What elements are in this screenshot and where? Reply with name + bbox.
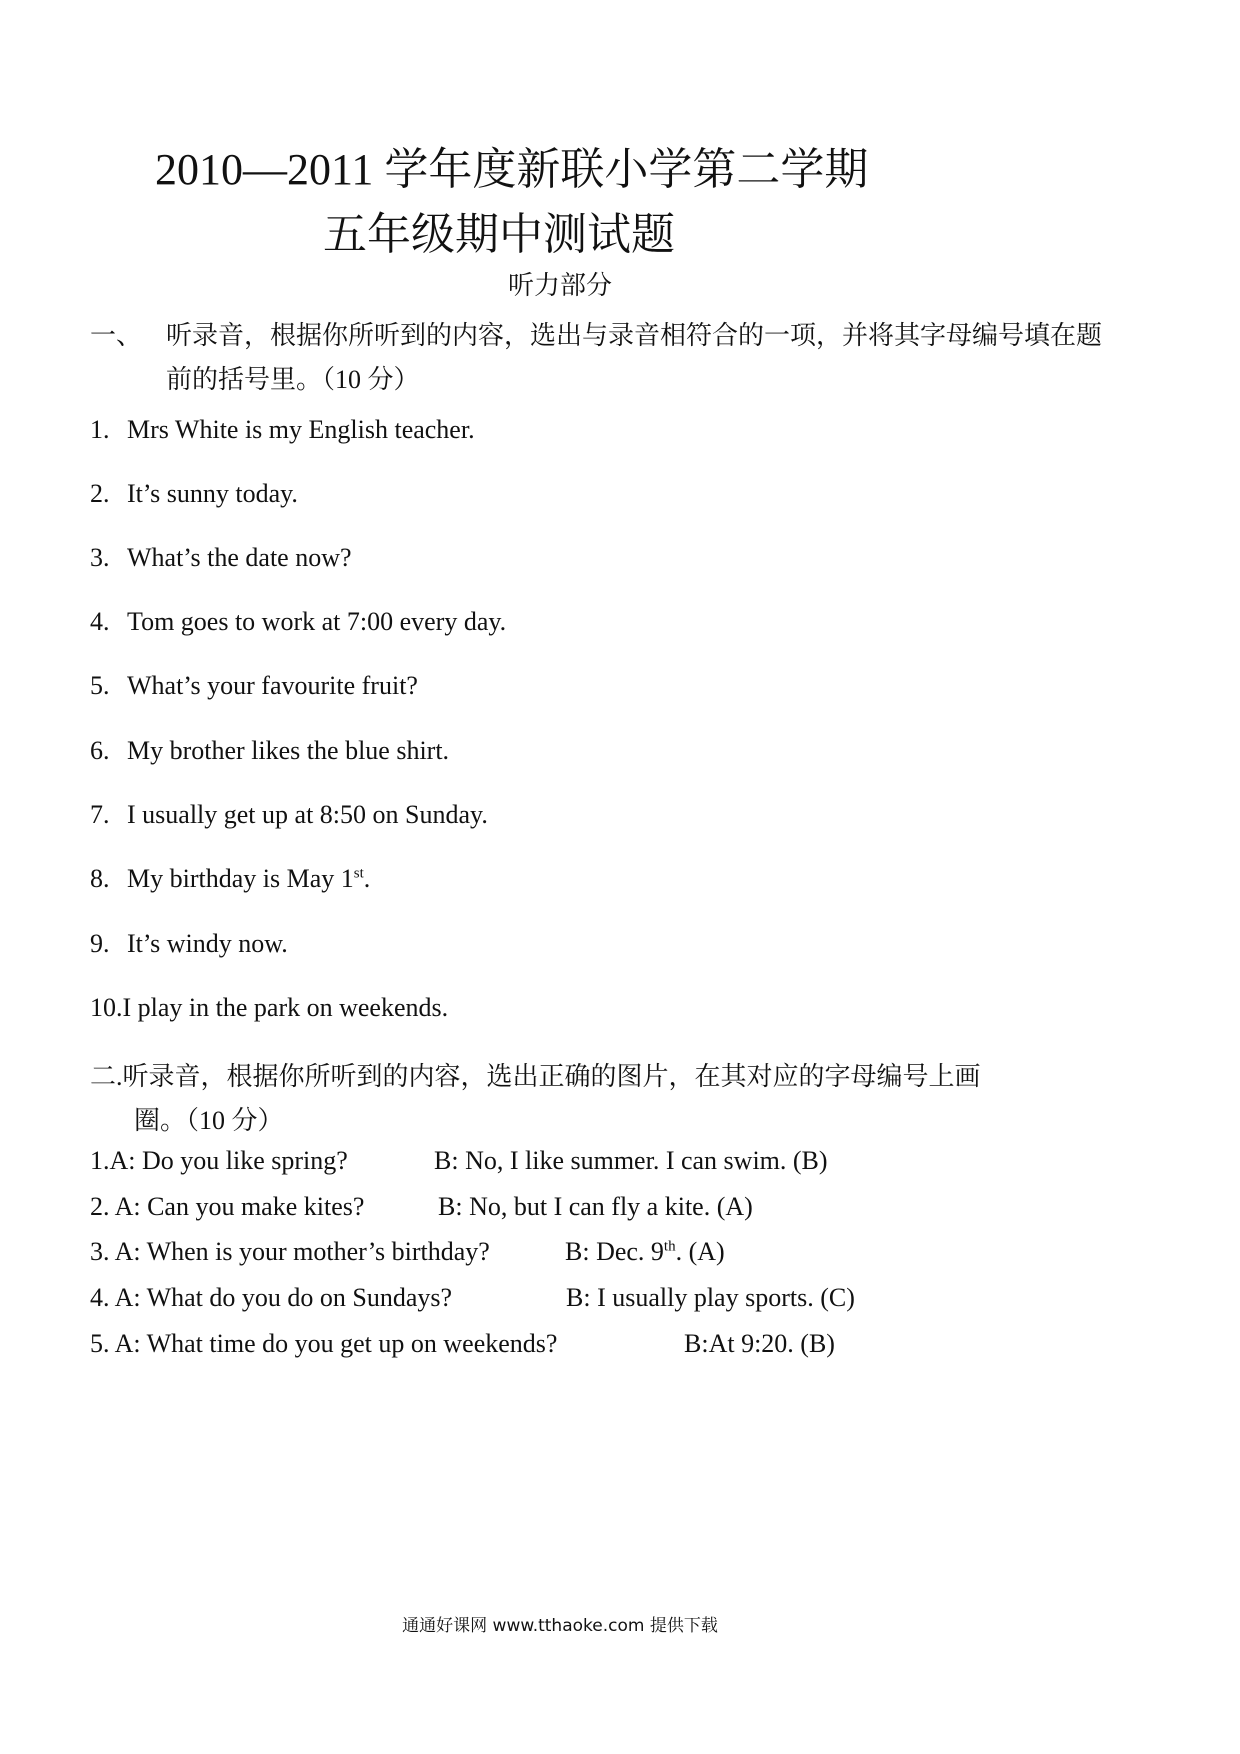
item-text: I usually get up at 8:50 on Sunday.: [127, 800, 488, 829]
section-heading-listening: 听力部分: [507, 271, 612, 300]
ordinal-suffix: st: [353, 865, 364, 882]
item-number: 9.: [90, 929, 110, 958]
section-1-instruction: 听录音，根据你所听到的内容，选出与录音相符合的一项，并将其字母编号填在题前的括号里。（10 分）: [166, 321, 1103, 394]
item-number: 10.: [90, 993, 123, 1022]
item-number: 2.: [90, 479, 110, 508]
item-text: My birthday is May 1: [127, 864, 354, 893]
section-2-instruction: [90, 1055, 1106, 1143]
list-item: [90, 733, 449, 769]
item-number: 3.: [90, 543, 110, 572]
dialogue-question: 2. A: Can you make kites?: [90, 1192, 365, 1221]
dialogue-item: [90, 1189, 753, 1225]
dialogue-answer: B: No, I like summer. I can swim. (B): [434, 1146, 828, 1175]
dialogue-item: [90, 1234, 725, 1270]
item-text: My brother likes the blue shirt.: [127, 736, 450, 765]
item-text-end: .: [363, 864, 371, 893]
item-text: I play in the park on weekends.: [122, 993, 449, 1022]
item-text: What’s the date now?: [127, 543, 352, 572]
document-title: 2010—2011 学年度新联小学第二学期: [155, 145, 869, 194]
dialogue-answer: B: No, but I can fly a kite. (A): [438, 1192, 753, 1221]
item-text: What’s your favourite fruit?: [127, 671, 418, 700]
section-2-instruction-line2: 圈。（10 分）: [134, 1106, 284, 1135]
list-item: [90, 476, 298, 512]
dialogue-item: [90, 1143, 828, 1179]
item-text: It’s windy now.: [127, 929, 288, 958]
item-text: It’s sunny today.: [127, 479, 298, 508]
list-item: [90, 604, 506, 640]
dialogue-question: 5. A: What time do you get up on weekends?: [90, 1329, 558, 1358]
list-item: [90, 540, 352, 576]
list-item: [90, 861, 370, 897]
item-number: 8.: [90, 864, 110, 893]
item-number: 7.: [90, 800, 110, 829]
dialogue-item: [90, 1326, 835, 1362]
item-number: 1.: [90, 415, 110, 444]
section-2-instruction-line1: 二.听录音，根据你所听到的内容，选出正确的图片，在其对应的字母编号上画: [90, 1062, 981, 1091]
item-number: 6.: [90, 736, 110, 765]
dialogue-answer: B:At 9:20. (B): [684, 1329, 835, 1358]
dialogue-question: 1.A: Do you like spring?: [90, 1146, 348, 1175]
item-number: 5.: [90, 671, 110, 700]
dialogue-answer: B: I usually play sports. (C): [566, 1283, 855, 1312]
list-item: [90, 412, 475, 448]
footer-watermark: 通通好课网 www.tthaoke.com 提供下载: [402, 1616, 718, 1636]
dialogue-item: [90, 1280, 855, 1316]
document-subtitle: 五年级期中测试题: [323, 210, 675, 259]
item-number: 4.: [90, 607, 110, 636]
dialogue-question: 3. A: When is your mother’s birthday?: [90, 1237, 490, 1266]
dialogue-question: 4. A: What do you do on Sundays?: [90, 1283, 453, 1312]
list-item: [90, 990, 448, 1026]
list-item: [90, 797, 488, 833]
list-item: [90, 926, 288, 962]
dialogue-answer: B: Dec. 9th. (A): [565, 1237, 725, 1266]
item-text: Tom goes to work at 7:00 every day.: [127, 607, 507, 636]
section-1-marker: 一、: [90, 321, 143, 350]
list-item: [90, 668, 418, 704]
item-text: Mrs White is my English teacher.: [127, 415, 475, 444]
